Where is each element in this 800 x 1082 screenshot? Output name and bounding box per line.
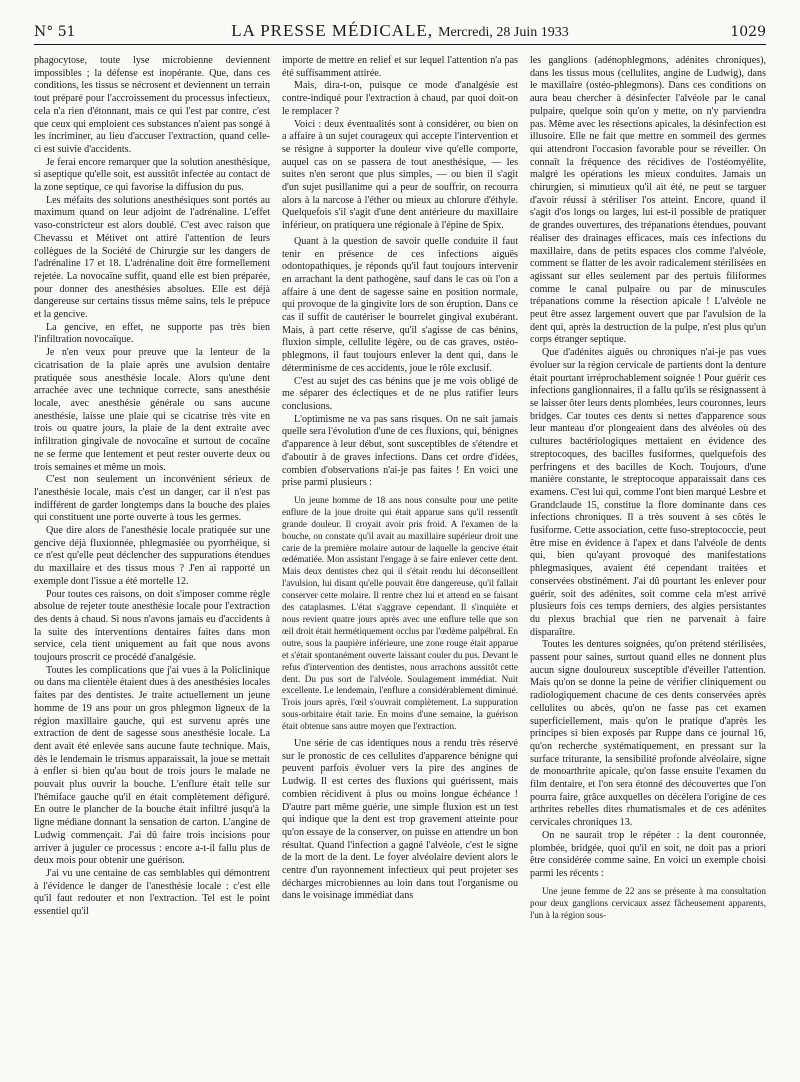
paragraph: Voici : deux éventualités sont à considérer, ou bien on a affaire à un sujet courageux qui accepte l'intervention et se résigne à supporter la douleur vive qu'elle comporte, auquel cas on se passera de tout anesthésique, — les suites n'en seront que plus simples, — ou bien il s'agit d'un sujet pusillanime qui a peur de souffrir, on recourra alors à la narcose à l'éther ou mieux au chlorure d'éthyle. Quelquefois s'il s'agit d'une dent antérieure du maxillaire inférieur, on pratiquera une régionale à l'épine de Spix. (282, 118, 518, 232)
paragraph: On ne saurait trop le répéter : la dent couronnée, plombée, bridgée, quoi qu'il en soit, ne doit pas a priori être considérée comme saine. En voici un exemple choisi parmi les récents : (530, 829, 766, 879)
paragraph: La gencive, en effet, ne supporte pas très bien l'infiltration novocaïque. (34, 321, 270, 346)
paragraph: Toutes les dentures soignées, qu'on prétend stérilisées, passent pour saines, surtout quand elles ne donnent plus aucun signe douloureux susceptible d'éveiller l'attention. Mais qu'on se donne la peine de vérifier cliniquement ou radiologiquement chacune de ces dents conservées après cellulites ou abcès, qu'on ne fasse pas cet examen superficiellement, mais qu'on le pratique d'après les principes si bien exposés par Ruppe dans ce journal 16, qu'on recherche systématiquement, en pressant sur la surface triturante, la sensibilité profonde alvéolaire, signe de monoarthrite apicale, qu'on fasse ensuite l'examen du film dentaire, et l'on sera étonné des découvertes que l'on pourra faire, grâce auxquelles on décèlera l'origine de ces arthrites rebelles dites rhumatismales et de ces adénites cervicales chroniques 13. (530, 639, 766, 829)
issue-date: Mercredi, 28 Juin 1933 (438, 25, 569, 40)
paragraph: Mais, dira-t-on, puisque ce mode d'analgésie est contre-indiqué pour l'extraction à chaud, par quoi doit-on le remplacer ? (282, 80, 518, 117)
paragraph: Une série de cas identiques nous a rendu très réservé sur le pronostic de ces cellulites d'apparence bénigne qui peuvent parfois évoluer vers la pire des angines de Ludwig. Il est certes des fluxions qui guérissent, mais combien récidivent à plus ou moins longue échéance ! D'autre part même guérie, une simple fluxion est un test qui indique que la dent est trop gravement atteinte pour qu'on essaye de la conserver, on puisse en attendre un bon résultat. Quand l'infection a gagné l'alvéole, c'est le signe de la mort de la dent. Le foyer alvéolaire devient alors le centre d'un rayonnement infectieux qui peut projeter ses décharges microbiennes au loin dans tout l'organisme ou dans le voisinage immédiat dans (282, 738, 518, 902)
observation-case: Une jeune femme de 22 ans se présente à ma consultation pour deux ganglions cervicaux assez fâcheusement apparents, l'un à la région sous- (530, 885, 766, 920)
page-header (34, 18, 766, 45)
paragraph: phagocytose, toute lyse microbienne deviennent impossibles ; la défense est inopérante. Que, dans ces conditions, les tissus se nécrosent et deviennent un terrain tout préparé pour l'accroissement du processus infectieux, cela n'a rien d'étonnant, mais ce qui l'est par contre, c'est que ceux qui emploient ces substances n'aient pas songé à les incriminer, au lieu d'accuser l'extraction, quand celle-ci est suivie d'accidents. (34, 55, 270, 155)
paragraph: Que dire alors de l'anesthésie locale pratiquée sur une gencive déjà fluxionnée, phlegmasiée ou pyorrhéique, si ce n'est qu'elle peut déclencher des suppurations étendues du maxillaire et des tissus mous ? J'en ai rapporté un exemple dont l'issue a été mortelle 12. (34, 525, 270, 587)
paragraph: C'est non seulement un inconvénient sérieux de l'anesthésie locale, mais c'est un danger, car il n'est pas indifférent de garder longtemps dans la bouche des plaies qui constituent une porte ouverte à tous les germes. (34, 474, 270, 524)
paragraph: L'optimisme ne va pas sans risques. On ne sait jamais quelle sera l'évolution d'une de ces fluxions, qui, bénignes d'apparence à leur début, sont susceptibles de s'étendre et d'aboutir à de graves infections. Dans cet ordre d'idées, combien d'observations n'ai-je pas faites ! En voici une prise parmi plusieurs : (282, 413, 518, 489)
article-body (34, 55, 766, 1070)
paragraph: J'ai vu une centaine de cas semblables qui démontrent à l'évidence le danger de l'anesthésie locale : c'est elle qu'il faut redouter et non l'extraction. Tel est le point essentiel qu'il (34, 868, 270, 918)
paragraph: Les méfaits des solutions anesthésiques sont portés au maximum quand on leur adjoint de l'adrénaline. L'effet vaso-constricteur est alors doublé. C'est avec raison que Chevassu et Métivet ont attiré l'attention de leurs collègues de la Société de Chirurgie sur les dangers de l'adrénaline 17 et 18. L'adrénaline doit être formellement rejetée. La novocaïne suffit, quand elle est bien préparée, pour donner des anesthésies absolues. Elle est déjà dangereuse sur certains tissus même sains, tels le prépuce et la gencive. (34, 194, 270, 321)
paragraph: Je ferai encore remarquer que la solution anesthésique, si aseptique qu'elle soit, est aussitôt infectée au contact de la zone septique, ce qui favorise la diffusion du pus. (34, 156, 270, 194)
paragraph: importe de mettre en relief et sur lequel l'attention n'a pas été suffisamment attirée. (282, 55, 518, 79)
paragraph: les ganglions (adénophlegmons, adénites chroniques), dans les tissus mous (cellulites, angine de Ludwig), dans le maxillaire (ostéo-phlegmons). Dans ces conditions on aura beau chercher à désinfecter l'alvéole par le canal pulpaire, quelque soin qu'on y mette, on n'y parviendra pas. Même avec les résections apicales, la désinfection est illusoire. Elle ne fait que mettre en sommeil des germes qui attendront l'occasion favorable pour se réveiller. On connaît la fréquence des récidives de l'ostéomyélite, malgré les opérations les mieux conduites. Jamais un chirurgien, si minutieux qu'il ait été, ne peut se targuer d'avoir réussi à stériliser l'os atteint. Encore, quand il s'agit d'os longs ou larges, lui est-il possible de pratiquer de grandes ouvertures, des trépanations étendues, pouvant réaliser des drainages efficaces, mais ces infections du maxillaire, dans de petits espaces clos comme l'alvéole, comment se flatter de les avoir radicalement stérilisées en agissant sur elles seulement par des pertuis filiformes comme le canal pulpaire ou par de minuscules trépanations comme la résection apicale ! L'alvéole ne peut être assez largement ouvert que par l'avulsion de la dent qui, après la destruction de la pulpe, n'est plus qu'un corps étranger septique. (530, 55, 766, 346)
column-2 (282, 55, 518, 1070)
paragraph: Pour toutes ces raisons, on doit s'imposer comme règle absolue de rejeter toute anesthésie locale pour l'extraction des dents à chaud. Si nous n'avons jamais eu d'accidents à la suite des interventions dentaires faites dans mon service, cela tient uniquement au fait que nous avons toujours proscrit ce procédé d'analgésie. (34, 588, 270, 664)
journal-title: LA PRESSE MÉDICALE, (231, 21, 434, 40)
paragraph: Quant à la question de savoir quelle conduite il faut tenir en présence de ces infections aiguës odontopathiques, je réponds qu'il faut toujours intervenir en arrachant la dent pathogène, sauf dans le cas où l'on a affaire à une dent de sagesse saine en position normale, qui provoque de la gingivite lors de son éruption. Dans ce cas il suffit de cautériser le bourrelet gingival exubérant. Mais, à part cette réserve, qu'il s'agisse de cas bénins, fluxion simple, cellulite légère, ou de cas graves, ostéo-phlegmons, il faut toujours enlever la dent qui, dans le déterminisme de ces accidents, joue le rôle exclusif. (282, 235, 518, 374)
masthead (114, 21, 686, 44)
page-number: 1029 (730, 24, 766, 40)
paragraph: Toutes les complications que j'ai vues à la Policlinique ou dans ma clientèle étaient dues à des anesthésies locales faites par des dentistes. Je traite actuellement un jeune homme de 19 ans pour un gros phlegmon ligneux de la région maxillaire gauche, qui est survenu après une extraction de dent de sagesse sous anesthésie locale. La dent avait été enlevée sans aucune faute technique. Mais, dès le lendemain le trismus apparaissait, la joue se mettait à enfler si bien qu'au bout de trois jours le malade ne pouvait plus ouvrir la bouche. L'enflure était telle sur l'hémiface gauche qu'il en était complètement défiguré. En outre le plancher de la bouche était infiltré jusqu'à la ligne médiane donnant la sensation de carton. L'angine de Ludwig commençait. J'ai dû faire trois incisions pour arriver à juguler ce processus : encore a-t-il fallu plus de deux mois pour obtenir une guérison. (34, 664, 270, 867)
column-1 (34, 55, 270, 1070)
paragraph: C'est au sujet des cas bénins que je me vois obligé de me séparer des éclectiques et de ne plus ratifier leurs conclusions. (282, 375, 518, 412)
issue-number: N° 51 (34, 24, 76, 40)
paragraph: Que d'adénites aiguës ou chroniques n'ai-je pas vues évoluer sur la région cervicale de partients dont la denture était pourtant irréprochablement soignée ! Pour guérir ces infections ganglionnaires, il a fallu qu'ils se résignassent à se laisser ôter leurs dents plombées, leurs couronnes, leurs bridges. Car toutes ces dents si nettes d'apparence sous leur manteau d'or plongeaient dans des alvéoles où des cultures bactériologiques mettaient en évidence des streptocoques, des bacilles fusiformes, quelquefois des perfringens et des bacilles de Koch. Toujours, d'une manière constante, le streptocoque apparaissait dans ces examens. C'est lui qui, comme l'ont bien marqué Lesbre et Grandclaude 15, constitue la flore dominante dans ces infections chroniques. Il a très souvent à ses côtés le fusiforme. Cette association, cette fuso-streptococcie, peut être mise en évidence à l'apex et dans l'alvéole de dents qui, bien qu'ayant provoqué des manifestations phlegmasiques, avaient été cependant traitées et conservées obstinément. J'ai dû pourtant les enlever pour guérir, soit des adénites, soit comme cela m'est arrivé plusieurs fois ces temps derniers, des algies persistantes du plexus brachial que rien ne parvenait à faire disparaître. (530, 347, 766, 638)
column-3 (530, 55, 766, 1070)
observation-case: Un jeune homme de 18 ans nous consulte pour une petite enflure de la joue droite qui était apparue sans qu'il ressentît grande douleur. Il croyait avoir pris froid. A l'examen de la bouche, on constate qu'il avait au maxillaire supérieur droit une carie de la première molaire autour de laquelle la gencive était œdématiée. Mon assistant l'engage à se faire enlever cette dent. Mais deux dentistes chez qui il s'était rendu lui déconseillent l'avulsion, lui disant qu'elle pouvait être dangereuse, qu'il fallait conserver cette molaire. Il rentre chez lui et attend en se faisant des cataplasmes. L'état s'aggrave cependant. Il s'inquiète et nous revient quatre jours après avec une enflure telle que son œil droit était hermétiquement occlus par l'œdème palpébral. En outre, sous la paupière inférieure, une zone rouge était apparue et s'était spontanément ouverte laissant couler du pus. Devant le refus d'intervention des dentistes, nous arrachons aussitôt cette dent. Du pus sort de l'alvéole. Soulagement immédiat. Nuit excellente. Le lendemain, l'enflure a considérablement diminué. Trois jours après, l'œil s'ouvrait complètement. La suppuration sous-orbitaire était tarie. En moins d'une semaine, la guérison était obtenue sans autre moyen que l'extraction. (282, 494, 518, 732)
paragraph: Je n'en veux pour preuve que la lenteur de la cicatrisation de la plaie après une avulsion dentaire pratiquée sous anesthésie locale. Alors qu'une dent arrachée avec une technique correcte, sans anesthésie locale, avec anesthésie générale ou sans aucune anesthésie, laisse une plaie qui se cicatrise très vite en trois ou quatre jours, la plaie de la dent extraite avec infiltration gingivale de novocaïne et surtout de cocaïne ne se ferme que lentement et peut rester ouverte deux ou trois semaines et même un mois. (34, 347, 270, 473)
